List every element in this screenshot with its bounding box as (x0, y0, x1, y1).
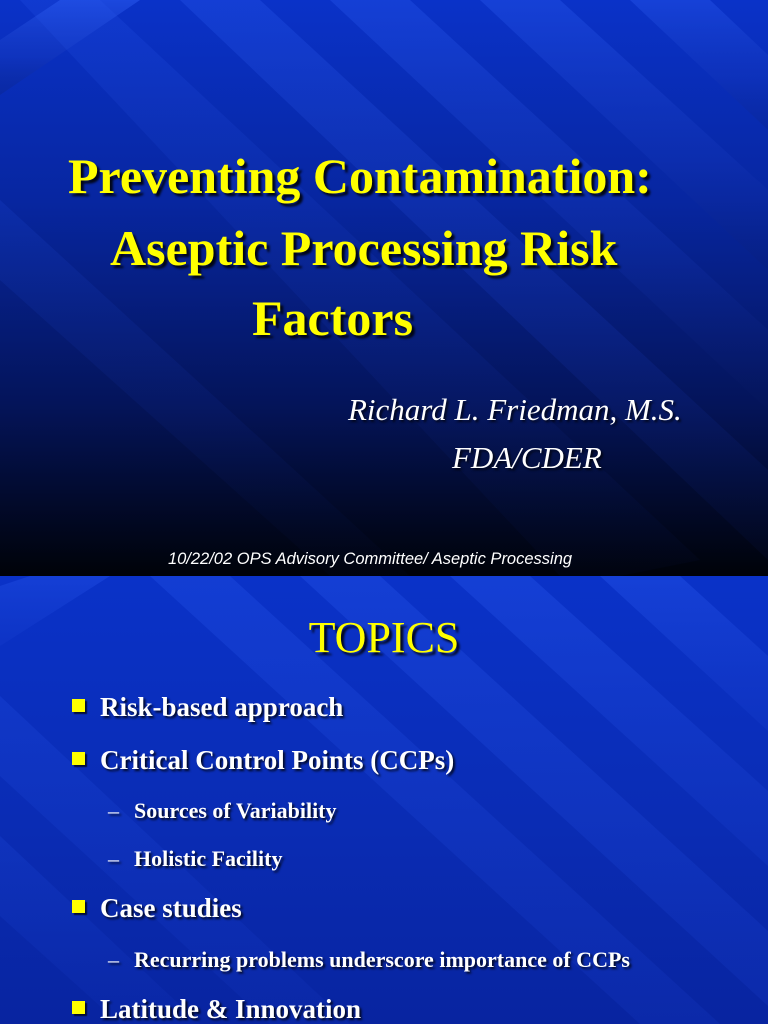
slide-title-line-2: Aseptic Processing Risk (110, 220, 618, 276)
square-bullet-icon (72, 1001, 85, 1014)
bullet-text: Holistic Facility (134, 846, 283, 871)
slide-title-line-1: Preventing Contamination: (68, 148, 652, 204)
author-name: Richard L. Friedman, M.S. (348, 392, 682, 427)
bullet-item-case-studies (72, 893, 242, 924)
square-bullet-icon (72, 752, 85, 765)
bullet-text: Case studies (100, 893, 242, 923)
bullet-item-risk-based-approach (72, 692, 343, 723)
dash-bullet-icon: – (108, 798, 119, 823)
dash-bullet-icon: – (108, 947, 119, 972)
bullet-text: Latitude & Innovation (100, 994, 362, 1024)
topics-slide (0, 576, 768, 1024)
bullet-item-critical-control-points (72, 745, 454, 776)
sub-bullet-item-holistic-facility (108, 846, 282, 872)
bullet-text: Critical Control Points (CCPs) (100, 745, 455, 775)
author-organization: FDA/CDER (452, 440, 602, 475)
slide-footer: 10/22/02 OPS Advisory Committee/ Aseptic Processing (167, 550, 573, 568)
bullet-text: Sources of Variability (134, 798, 337, 823)
square-bullet-icon (72, 900, 85, 913)
bullet-text: Recurring problems underscore importance of CCPs (134, 947, 630, 972)
bullet-text: Risk-based approach (100, 692, 344, 722)
dash-bullet-icon: – (108, 846, 119, 871)
slide-title-line-3: Factors (252, 290, 414, 346)
sub-bullet-item-sources-of-variability (108, 798, 337, 824)
square-bullet-icon (72, 699, 85, 712)
bullet-item-latitude-innovation (72, 994, 361, 1024)
sub-bullet-item-recurring-problems (108, 947, 630, 973)
slide-title: TOPICS (308, 613, 460, 662)
